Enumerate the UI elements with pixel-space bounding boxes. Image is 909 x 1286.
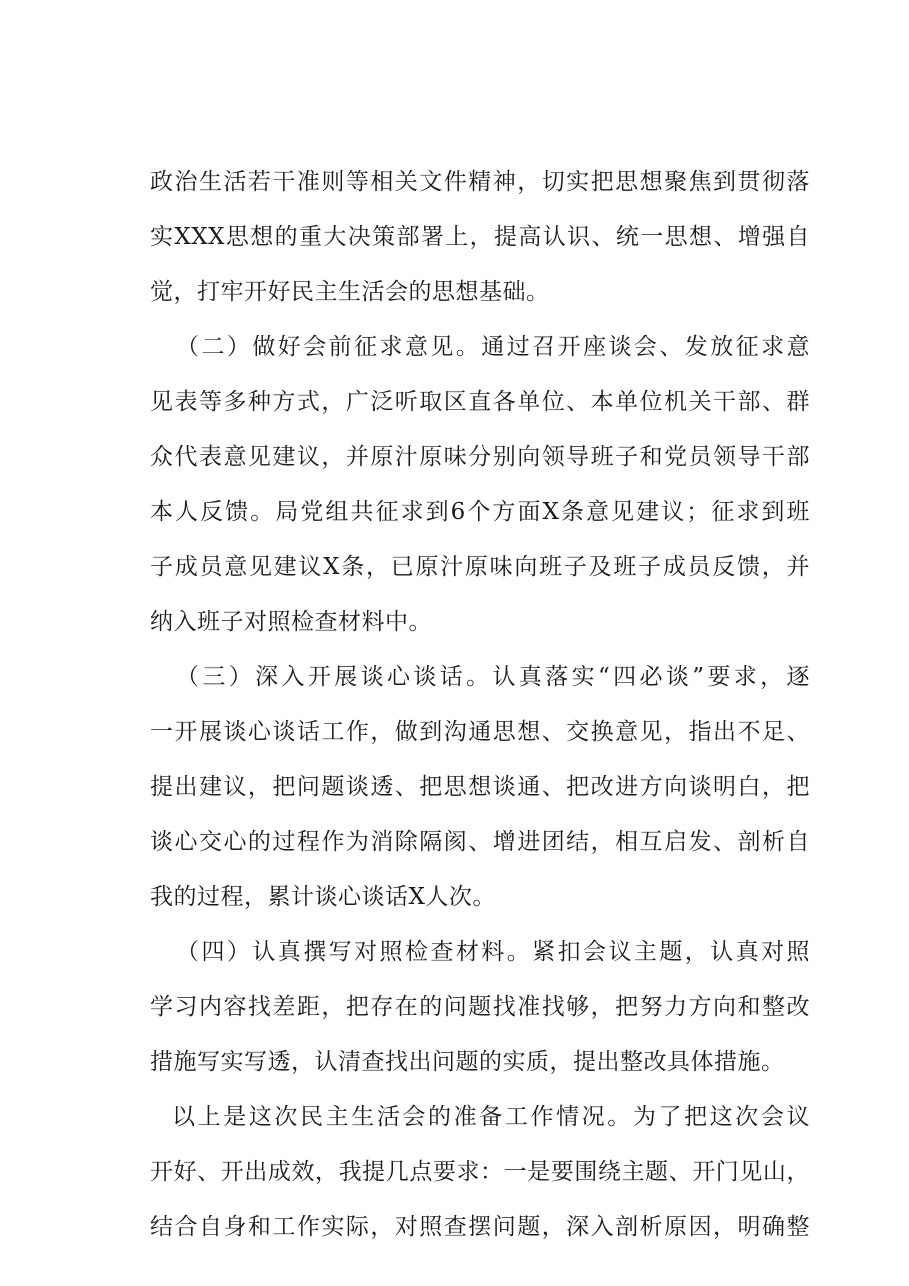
paragraph-3-line-5: 我的过程，累计谈心谈话X人次。 bbox=[150, 884, 496, 910]
paragraph-4-line-1: （四）认真撰写对照检查材料。紧扣会议主题，认真对照 bbox=[176, 939, 810, 965]
paragraph-2-line-1: （二）做好会前征求意见。通过召开座谈会、发放征求意 bbox=[176, 334, 810, 360]
paragraph-3-line-1: （三）深入开展谈心谈话。认真落实“四必谈”要求，逐 bbox=[176, 664, 810, 690]
paragraph-3-line-4: 谈心交心的过程作为消除隔阂、增进团结，相互启发、剖析自 bbox=[150, 829, 810, 855]
paragraph-3-line-2: 一开展谈心谈话工作，做到沟通思想、交换意见，指出不足、 bbox=[150, 719, 810, 745]
paragraph-5-line-3: 结合自身和工作实际，对照查摆问题，深入剖析原因，明确整 bbox=[150, 1214, 810, 1240]
paragraph-1-line-2: 实XXX思想的重大决策部署上，提高认识、统一思想、增强自 bbox=[150, 224, 810, 250]
paragraph-4-line-3: 措施写实写透，认清查找出问题的实质，提出整改具体措施。 bbox=[150, 1049, 785, 1075]
paragraph-2-line-6: 纳入班子对照检查材料中。 bbox=[150, 609, 432, 635]
paragraph-2-line-4: 本人反馈。局党组共征求到6个方面X条意见建议；征求到班 bbox=[150, 499, 810, 525]
paragraph-2-line-5: 子成员意见建议X条，已原汁原味向班子及班子成员反馈，并 bbox=[150, 554, 810, 580]
paragraph-2-line-3: 众代表意见建议，并原汁原味分别向领导班子和党员领导干部 bbox=[150, 444, 810, 470]
paragraph-4-line-2: 学习内容找差距，把存在的问题找准找够，把努力方向和整改 bbox=[150, 994, 810, 1020]
paragraph-1-line-3: 觉，打牢开好民主生活会的思想基础。 bbox=[150, 279, 550, 305]
paragraph-3-line-3: 提出建议，把问题谈透、把思想谈通、把改进方向谈明白，把 bbox=[150, 774, 810, 800]
paragraph-1-line-1: 政治生活若干准则等相关文件精神，切实把思想聚焦到贯彻落 bbox=[150, 169, 810, 195]
paragraph-2-line-2: 见表等多种方式，广泛听取区直各单位、本单位机关干部、群 bbox=[150, 389, 810, 415]
paragraph-5-line-1: 以上是这次民主生活会的准备工作情况。为了把这次会议 bbox=[172, 1104, 810, 1130]
paragraph-5-line-2: 开好、开出成效，我提几点要求：一是要围绕主题、开门见山， bbox=[150, 1159, 810, 1185]
